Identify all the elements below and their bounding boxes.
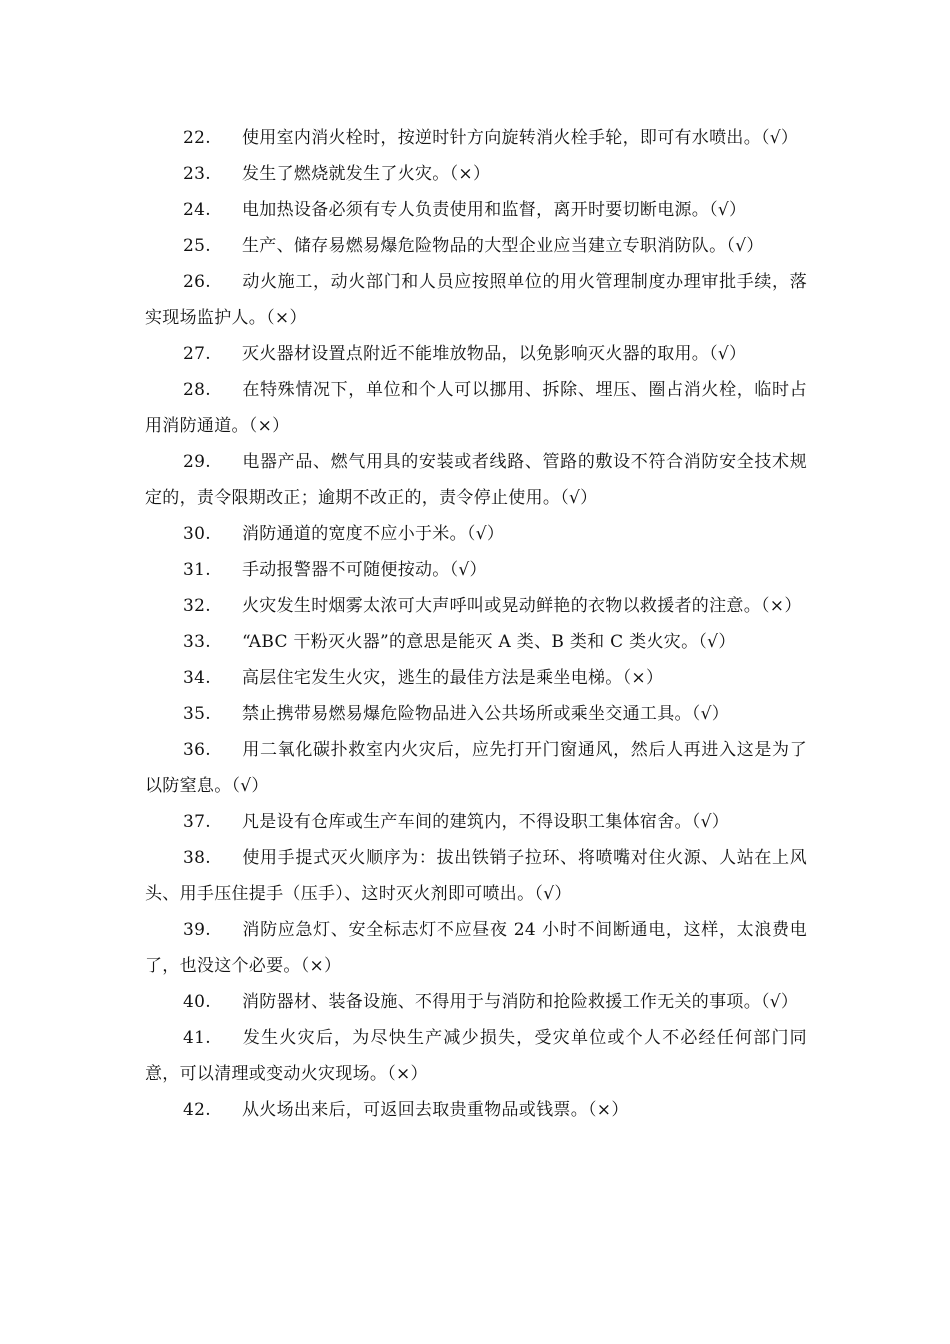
question-item [145,804,807,840]
question-number: 22. [183,128,211,148]
question-item [145,156,807,192]
question-text: 手动报警器不可随便按动。（√） [242,560,487,580]
question-number: 40. [183,992,211,1012]
question-text: 电加热设备必须有专人负责使用和监督，离开时要切断电源。（√） [242,200,747,220]
question-text: 消防器材、装备设施、不得用于与消防和抢险救援工作无关的事项。（√） [242,992,799,1012]
question-number: 39. [183,920,211,940]
question-item [145,624,807,660]
question-item [145,1020,807,1092]
question-number: 32. [183,596,211,616]
question-item [145,516,807,552]
question-text: 从火场出来后，可返回去取贵重物品或钱票。（×） [242,1100,629,1120]
question-item [145,552,807,588]
question-number: 24. [183,200,211,220]
question-number: 31. [183,560,211,580]
question-text: 消防应急灯、安全标志灯不应昼夜 24 小时不间断通电，这样，太浪费电了，也没这个必要。（×） [145,920,807,976]
question-item [145,732,807,804]
question-item [145,912,807,984]
question-text: 使用室内消火栓时，按逆时针方向旋转消火栓手轮，即可有水喷出。（√） [242,128,799,148]
question-item [145,696,807,732]
question-number: 26. [183,272,211,292]
question-item [145,336,807,372]
question-number: 25. [183,236,211,256]
question-text: 灭火器材设置点附近不能堆放物品，以免影响灭火器的取用。（√） [242,344,747,364]
question-text: 禁止携带易燃易爆危险物品进入公共场所或乘坐交通工具。（√） [242,704,730,724]
question-text: 电器产品、燃气用具的安装或者线路、管路的敷设不符合消防安全技术规定的，责令限期改正；逾期不改正的，责令停止使用。（√） [145,452,807,508]
question-number: 23. [183,164,211,184]
question-number: 30. [183,524,211,544]
question-text: “ABC 干粉灭火器”的意思是能灭 A 类、B 类和 C 类火灾。（√） [242,632,736,652]
question-item [145,588,807,624]
question-text: 消防通道的宽度不应小于米。（√） [242,524,505,544]
question-number: 35. [183,704,211,724]
question-item [145,1092,807,1128]
question-item [145,192,807,228]
question-number: 28. [183,380,211,400]
question-number: 29. [183,452,211,472]
question-list [145,120,807,1128]
question-number: 42. [183,1100,211,1120]
question-number: 27. [183,344,211,364]
question-item [145,264,807,336]
question-item [145,984,807,1020]
question-text: 发生了燃烧就发生了火灾。（×） [242,164,491,184]
question-text: 在特殊情况下，单位和个人可以挪用、拆除、埋压、圈占消火栓，临时占用消防通道。（×） [145,380,807,436]
question-number: 33. [183,632,211,652]
question-text: 用二氧化碳扑救室内火灾后，应先打开门窗通风，然后人再进入这是为了以防窒息。（√） [145,740,807,796]
question-number: 36. [183,740,211,760]
question-number: 34. [183,668,211,688]
question-item [145,444,807,516]
question-text: 使用手提式灭火顺序为：拔出铁销子拉环、将喷嘴对住火源、人站在上风头、用手压住提手（压手）、这时灭火剂即可喷出。（√） [145,848,807,904]
question-text: 凡是设有仓库或生产车间的建筑内，不得设职工集体宿舍。（√） [242,812,730,832]
question-text: 发生火灾后，为尽快生产减少损失，受灾单位或个人不必经任何部门同意，可以清理或变动火灾现场。（×） [145,1028,807,1084]
question-item [145,120,807,156]
question-number: 37. [183,812,211,832]
question-item [145,228,807,264]
question-item [145,660,807,696]
question-number: 41. [183,1028,211,1048]
question-text: 火灾发生时烟雾太浓可大声呼叫或晃动鲜艳的衣物以救援者的注意。（×） [242,596,802,616]
question-text: 高层住宅发生火灾，逃生的最佳方法是乘坐电梯。（×） [242,668,664,688]
question-number: 38. [183,848,211,868]
question-text: 生产、储存易燃易爆危险物品的大型企业应当建立专职消防队。（√） [242,236,764,256]
question-text: 动火施工，动火部门和人员应按照单位的用火管理制度办理审批手续，落实现场监护人。（×） [145,272,807,328]
question-item [145,372,807,444]
question-item [145,840,807,912]
